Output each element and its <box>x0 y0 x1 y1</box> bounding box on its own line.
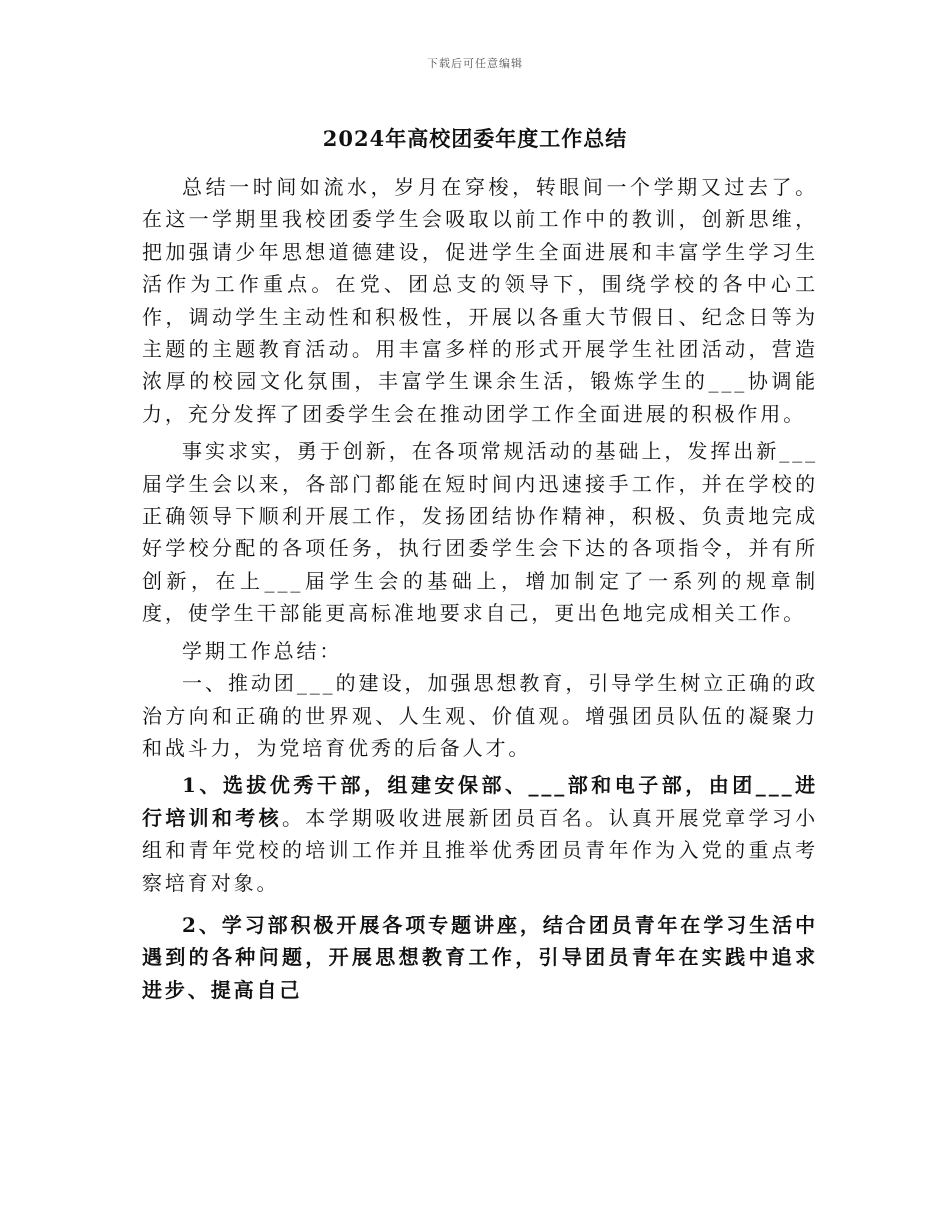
item-one-heading: 1、选拔优秀干部，组建安保部、___部和电子部，由团___进行培训和考核 <box>142 773 818 830</box>
paragraph-section-one: 一、推动团___的建设，加强思想教育，引导学生树立正确的政治方向和正确的世界观、人生观、价值观。增强团员队伍的凝聚力和战斗力，为党培育优秀的后备人才。 <box>142 671 818 760</box>
paragraph-summary-intro: 总结一时间如流水，岁月在穿梭，转眼间一个学期又过去了。在这一学期里我校团委学生会吸取以前工作中的教训，创新思维，把加强请少年思想道德建设，促进学生全面进展和丰富学生学习生活作为工作重点。在党、团总支的领导下，围绕学校的各中心工作，调动学生主动性和积极性，开展以各重大节假日、纪念日等为主题的主题教育活动。用丰富多样的形式开展学生社团活动，营造浓厚的校园文化氛围，丰富学生课余生活，锻炼学生的___协调能力，充分发挥了团委学生会在推动团学工作全面进展的积极作用。 <box>142 175 818 426</box>
paragraph-innovation: 事实求实，勇于创新，在各项常规活动的基础上，发挥出新___届学生会以来，各部门都能在短时间内迅速接手工作，并在学校的正确领导下顺利开展工作，发扬团结协作精神，积极、负责地完成好学校分配的各项任务，执行团委学生会下达的各项指令，并有所创新，在上___届学生会的基础上，增加制定了一系列的规章制度，使学生干部能更高标准地要求自己，更出色地完成相关工作。 <box>142 439 818 626</box>
document-body <box>142 171 818 1006</box>
paragraph-item-two: 2、学习部积极开展各项专题讲座，结合团员青年在学习生活中遇到的各种问题，开展思想教育工作，引导团员青年在实践中追求进步、提高自己 <box>142 912 818 1002</box>
document-title: 2024年高校团委年度工作总结 <box>322 126 628 151</box>
header-note: 下载后可任意编辑 <box>427 57 523 70</box>
paragraph-item-one <box>142 769 818 899</box>
item-one-text: 。本学期吸收进展新团员百名。认真开展党章学习小组和青年党校的培训工作并且推举优秀团员青年作为入党的重点考察培育对象。 <box>142 805 818 895</box>
paragraph-semester-heading: 学期工作总结： <box>182 638 343 663</box>
